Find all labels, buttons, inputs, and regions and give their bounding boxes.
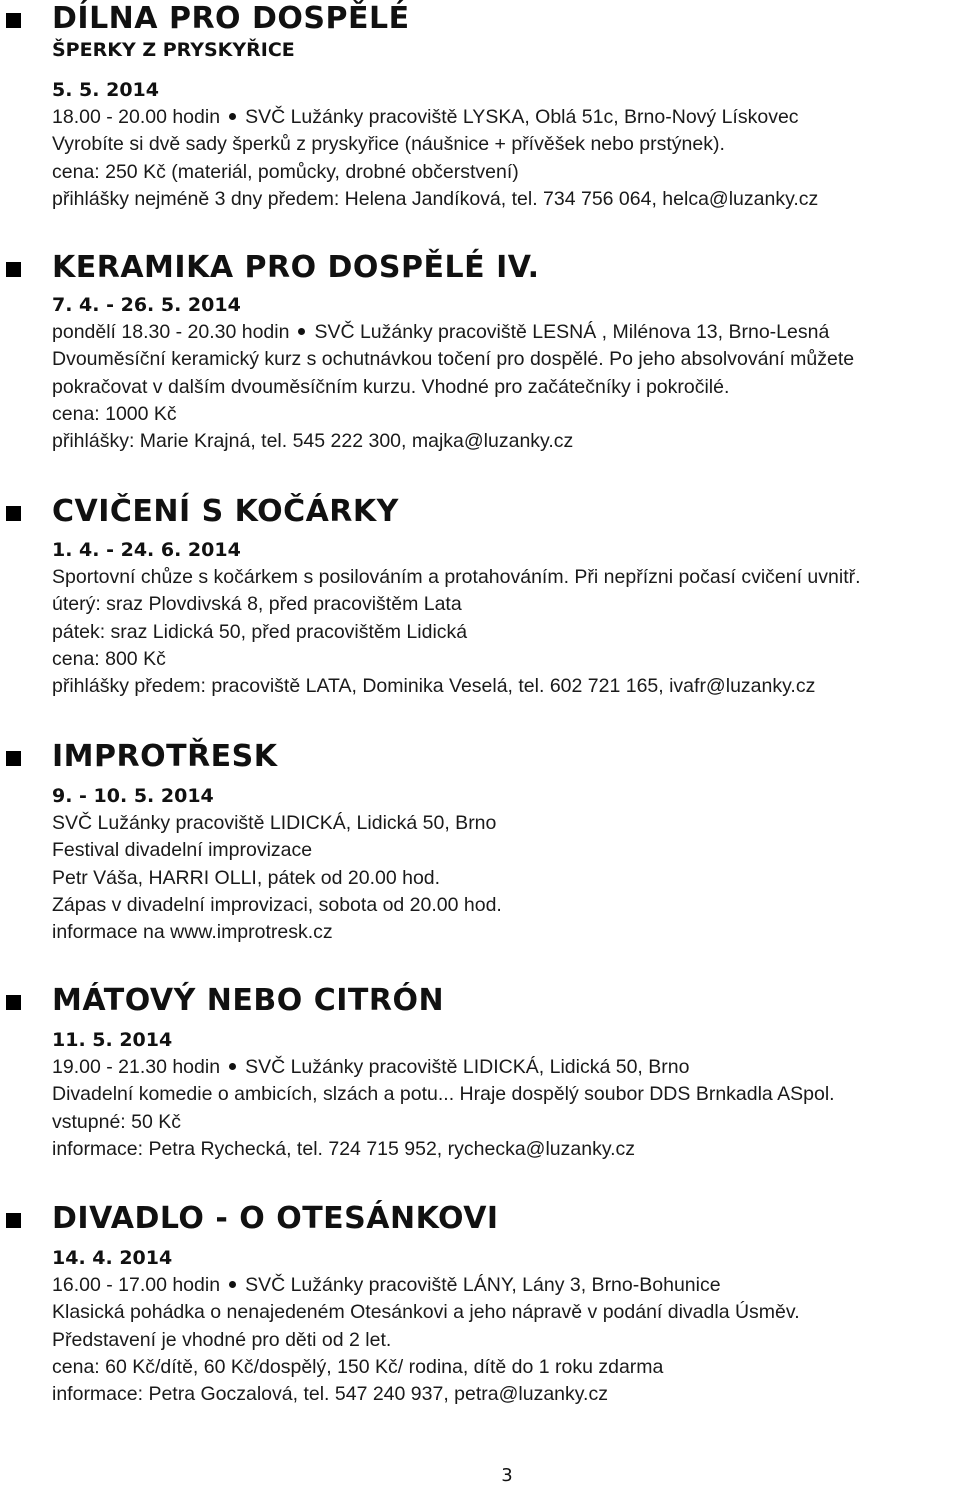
event-time-venue <box>52 104 818 131</box>
event-time-venue <box>52 319 854 346</box>
event-time-venue <box>52 1054 835 1081</box>
event-title: KERAMIKA PRO DOSPĚLÉ IV. <box>52 250 540 285</box>
event-line: vstupné: 50 Kč <box>52 1110 181 1133</box>
event-details <box>52 564 861 700</box>
event-venue: SVČ Lužánky pracoviště LESNÁ , Milénova 13, Brno-Lesná <box>314 321 830 343</box>
event-subtitle: ŠPERKY Z PRYSKYŘICE <box>52 39 295 61</box>
bullet-icon <box>6 262 21 277</box>
event-time: 18.00 - 20.00 hodin <box>52 106 221 128</box>
event-line: přihlášky nejméně 3 dny předem: Helena Jandíková, tel. 734 756 064, helca@luzanky.cz <box>52 187 819 210</box>
page-number: 3 <box>501 1465 513 1486</box>
event-line: cena: 60 Kč/dítě, 60 Kč/dospělý, 150 Kč/ rodina, dítě do 1 roku zdarma <box>52 1355 664 1378</box>
event-details <box>52 1272 800 1408</box>
event-date: 7. 4. - 26. 5. 2014 <box>52 294 241 316</box>
event-title: DIVADLO - O OTESÁNKOVI <box>52 1201 499 1236</box>
event-date: 14. 4. 2014 <box>52 1247 173 1269</box>
event-title: DÍLNA PRO DOSPĚLÉ <box>52 1 410 36</box>
event-title: CVIČENÍ S KOČÁRKY <box>52 494 399 529</box>
event-line: Vyrobíte si dvě sady šperků z pryskyřice (náušnice + přívěšek nebo prstýnek). <box>52 133 725 156</box>
bullet-icon <box>6 13 21 28</box>
event-details <box>52 319 854 455</box>
event-date: 11. 5. 2014 <box>52 1029 173 1051</box>
separator-dot-icon <box>229 113 236 120</box>
separator-dot-icon <box>298 328 305 335</box>
event-date: 9. - 10. 5. 2014 <box>52 785 214 807</box>
bullet-icon <box>6 1213 21 1228</box>
event-line: Petr Váša, HARRI OLLI, pátek od 20.00 hod. <box>52 866 441 889</box>
event-line: Představení je vhodné pro děti od 2 let. <box>52 1328 392 1351</box>
event-line: informace: Petra Goczalová, tel. 547 240 937, petra@luzanky.cz <box>52 1383 608 1406</box>
event-date: 1. 4. - 24. 6. 2014 <box>52 539 241 561</box>
event-line: přihlášky: Marie Krajná, tel. 545 222 300, majka@luzanky.cz <box>52 430 574 453</box>
event-line: Dvouměsíční keramický kurz s ochutnávkou točení pro dospělé. Po jeho absolvování můžete <box>52 348 855 371</box>
event-line: cena: 800 Kč <box>52 647 166 670</box>
event-line: SVČ Lužánky pracoviště LIDICKÁ, Lidická 50, Brno <box>52 812 497 834</box>
event-line: Klasická pohádka o nenajedeném Otesánkovi a jeho nápravě v podání divadla Úsměv. <box>52 1301 800 1324</box>
bullet-icon <box>6 751 21 766</box>
event-line: cena: 250 Kč (materiál, pomůcky, drobné občerstvení) <box>52 160 519 183</box>
event-line: cena: 1000 Kč <box>52 402 177 425</box>
event-title: IMPROTŘESK <box>52 739 278 774</box>
event-line: pokračovat v dalším dvouměsíčním kurzu. Vhodné pro začátečníky i pokročilé. <box>52 375 730 398</box>
event-line: Zápas v divadelní improvizaci, sobota od 20.00 hod. <box>52 893 502 916</box>
event-time: 16.00 - 17.00 hodin <box>52 1274 221 1296</box>
event-line: informace: Petra Rychecká, tel. 724 715 952, rychecka@luzanky.cz <box>52 1137 636 1160</box>
event-details <box>52 810 502 946</box>
event-line: přihlášky předem: pracoviště LATA, Dominika Veselá, tel. 602 721 165, ivafr@luzanky.cz <box>52 675 816 698</box>
event-venue: SVČ Lužánky pracoviště LÁNY, Lány 3, Brno-Bohunice <box>245 1274 721 1296</box>
separator-dot-icon <box>229 1281 236 1288</box>
event-line: úterý: sraz Plovdivská 8, před pracovištěm Lata <box>52 593 462 616</box>
event-date: 5. 5. 2014 <box>52 79 159 101</box>
event-time-venue <box>52 1272 800 1299</box>
separator-dot-icon <box>229 1063 236 1070</box>
event-venue: SVČ Lužánky pracoviště LIDICKÁ, Lidická 50, Brno <box>245 1056 690 1078</box>
event-line: pátek: sraz Lidická 50, před pracovištěm Lidická <box>52 620 468 643</box>
bullet-icon <box>6 995 21 1010</box>
event-title: MÁTOVÝ NEBO CITRÓN <box>52 983 445 1018</box>
event-venue: SVČ Lužánky pracoviště LYSKA, Oblá 51c, Brno-Nový Lískovec <box>245 106 799 128</box>
event-details <box>52 1054 835 1163</box>
event-details <box>52 104 818 213</box>
event-line: Festival divadelní improvizace <box>52 839 313 862</box>
bullet-icon <box>6 506 21 521</box>
event-line: informace na www.improtresk.cz <box>52 921 333 944</box>
event-line: Divadelní komedie o ambicích, slzách a potu... Hraje dospělý soubor DDS Brnkadla ASpol. <box>52 1083 835 1106</box>
event-time: 19.00 - 21.30 hodin <box>52 1056 221 1078</box>
event-time: pondělí 18.30 - 20.30 hodin <box>52 321 290 343</box>
event-line: Sportovní chůze s kočárkem s posilováním a protahováním. Při nepřízni počasí cvičení uvnitř. <box>52 566 861 588</box>
